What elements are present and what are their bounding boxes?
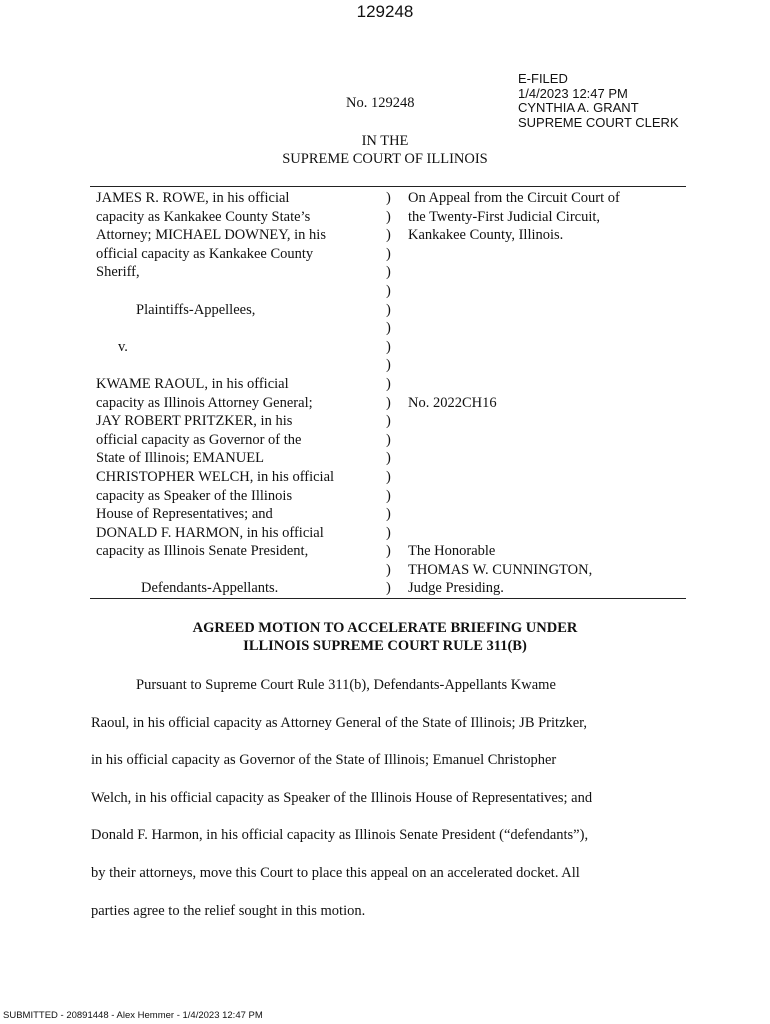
court-heading-line1: IN THE	[361, 133, 409, 149]
caption-paren: )	[386, 413, 391, 430]
caption-row	[0, 319, 770, 338]
defendants-line: KWAME RAOUL, in his official	[96, 375, 289, 392]
case-number: No. 129248	[346, 95, 415, 111]
caption-row	[0, 356, 770, 375]
circuit-case-number: No. 2022CH16	[408, 394, 497, 411]
motion-body	[91, 677, 592, 940]
defendants-line: CHRISTOPHER WELCH, in his official	[96, 468, 335, 485]
caption-paren: )	[386, 450, 391, 467]
caption-bottom-rule	[90, 598, 686, 599]
caption-paren: )	[386, 338, 391, 355]
caption-paren: )	[386, 561, 391, 578]
judge-line: The Honorable	[408, 543, 496, 560]
caption-row	[0, 189, 770, 208]
judge-line: THOMAS W. CUNNINGTON,	[408, 561, 593, 578]
plaintiffs-line: official capacity as Kankakee County	[96, 245, 314, 262]
plaintiffs-role: Plaintiffs-Appellees,	[136, 301, 256, 318]
body-line: Donald F. Harmon, in his official capacity as Illinois Senate President (“defendants”),	[91, 827, 589, 844]
motion-title-line2: ILLINOIS SUPREME COURT RULE 311(B)	[243, 638, 527, 654]
caption-row	[0, 263, 770, 282]
caption-paren: )	[386, 264, 391, 281]
defendants-line: DONALD F. HARMON, in his official	[96, 524, 324, 541]
filing-number-header: 129248	[356, 2, 414, 21]
judge-line: Judge Presiding.	[408, 580, 504, 597]
caption-paren: )	[386, 227, 391, 244]
defendants-line: capacity as Illinois Senate President,	[96, 543, 309, 560]
submission-footer: SUBMITTED - 20891448 - Alex Hemmer - 1/4/2023 12:47 PM	[3, 1010, 263, 1021]
caption-paren: )	[386, 524, 391, 541]
caption-paren: )	[386, 245, 391, 262]
defendants-role: Defendants-Appellants.	[141, 580, 279, 597]
caption-paren: )	[386, 357, 391, 374]
caption-row	[0, 505, 770, 524]
caption-row	[0, 542, 770, 561]
plaintiffs-line: Sheriff,	[96, 264, 140, 281]
body-line: Welch, in his official capacity as Speaker of the Illinois House of Representatives; and	[91, 789, 593, 806]
caption-row	[0, 375, 770, 394]
caption-row	[0, 468, 770, 487]
motion-title-line1: AGREED MOTION TO ACCELERATE BRIEFING UNDER	[192, 620, 578, 636]
caption-row	[0, 412, 770, 431]
caption-row	[0, 245, 770, 264]
plaintiffs-line: JAMES R. ROWE, in his official	[96, 190, 290, 206]
caption-row	[0, 487, 770, 506]
clerk-title: SUPREME COURT CLERK	[518, 114, 679, 130]
plaintiffs-line: capacity as Kankakee County State’s	[96, 208, 311, 225]
caption-paren: )	[386, 487, 391, 504]
case-caption	[0, 189, 770, 598]
caption-paren: )	[386, 190, 391, 206]
appeal-court-line: the Twenty-First Judicial Circuit,	[408, 208, 601, 225]
caption-row	[0, 431, 770, 450]
body-line: parties agree to the relief sought in this motion.	[91, 902, 366, 919]
caption-row	[0, 301, 770, 320]
caption-row	[0, 449, 770, 468]
caption-row	[0, 579, 770, 598]
caption-top-rule	[90, 186, 686, 187]
court-heading	[0, 132, 770, 168]
caption-paren: )	[386, 208, 391, 225]
caption-paren: )	[386, 301, 391, 318]
caption-paren: )	[386, 394, 391, 411]
caption-paren: )	[386, 468, 391, 485]
caption-row	[0, 338, 770, 357]
body-line: by their attorneys, move this Court to place this appeal on an accelerated docket. All	[91, 864, 580, 881]
caption-row	[0, 394, 770, 413]
caption-row	[0, 561, 770, 580]
caption-paren: )	[386, 580, 391, 597]
efiled-timestamp: 1/4/2023 12:47 PM	[518, 85, 628, 101]
versus-label: v.	[118, 338, 128, 355]
court-heading-line2: SUPREME COURT OF ILLINOIS	[282, 151, 488, 167]
defendants-line: State of Illinois; EMANUEL	[96, 450, 264, 467]
body-line: Raoul, in his official capacity as Attorney General of the State of Illinois; JB Pritzker,	[91, 714, 588, 731]
caption-paren: )	[386, 375, 391, 392]
plaintiffs-line: Attorney; MICHAEL DOWNEY, in his	[96, 227, 326, 244]
defendants-line: official capacity as Governor of the	[96, 431, 302, 448]
body-line: in his official capacity as Governor of the State of Illinois; Emanuel Christopher	[91, 752, 557, 769]
caption-paren: )	[386, 431, 391, 448]
efiled-stamp	[518, 72, 679, 130]
defendants-line: capacity as Illinois Attorney General;	[96, 394, 313, 411]
caption-row	[0, 226, 770, 245]
caption-paren: )	[386, 506, 391, 523]
defendants-line: capacity as Speaker of the Illinois	[96, 487, 293, 504]
defendants-line: House of Representatives; and	[96, 506, 273, 523]
appeal-court-line: Kankakee County, Illinois.	[408, 227, 564, 244]
efiled-label: E-FILED	[518, 71, 568, 86]
caption-row	[0, 524, 770, 543]
motion-title	[0, 619, 770, 655]
caption-paren: )	[386, 282, 391, 299]
body-line: Pursuant to Supreme Court Rule 311(b), Defendants-Appellants Kwame	[136, 677, 556, 693]
caption-row	[0, 282, 770, 301]
clerk-name: CYNTHIA A. GRANT	[518, 100, 639, 115]
caption-row	[0, 208, 770, 227]
defendants-line: JAY ROBERT PRITZKER, in his	[96, 413, 293, 430]
caption-paren: )	[386, 543, 391, 560]
appeal-court-line: On Appeal from the Circuit Court of	[408, 190, 620, 206]
caption-paren: )	[386, 320, 391, 337]
